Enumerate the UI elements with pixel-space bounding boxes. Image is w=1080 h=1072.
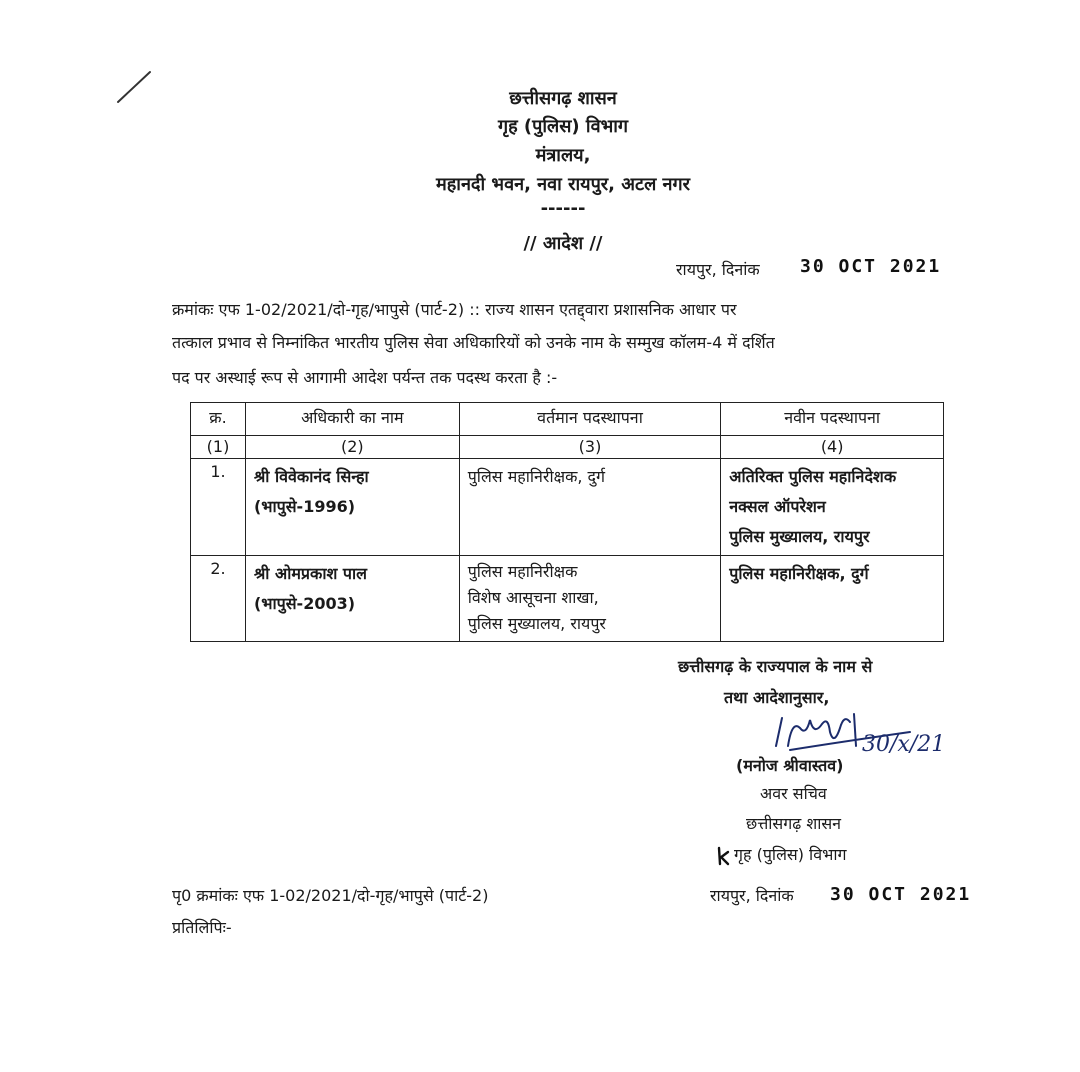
row-sno: 2. — [191, 556, 246, 642]
signature-authority-line1: छत्तीसगढ़ के राज्यपाल के नाम से — [678, 657, 873, 676]
header-sno: क्र. — [191, 403, 246, 436]
row-officer-name — [245, 459, 459, 556]
current-posting-line: पुलिस महानिरीक्षक, दुर्ग — [467, 467, 606, 486]
copy-to-label: प्रतिलिपिः- — [172, 918, 232, 937]
signatory-org2: गृह (पुलिस) विभाग — [734, 845, 847, 864]
date-label: रायपुर, दिनांक — [676, 260, 760, 279]
col-number: (2) — [245, 436, 459, 459]
header-government: छत्तीसगढ़ शासन — [509, 88, 617, 109]
endorsement-date-label: रायपुर, दिनांक — [710, 886, 794, 905]
officer-batch: (भापुसे-1996) — [253, 497, 356, 516]
header-divider: ------ — [540, 198, 586, 219]
signatory-org1: छत्तीसगढ़ शासन — [746, 814, 842, 833]
order-paragraph-line1: क्रमांकः एफ 1-02/2021/दो-गृह/भापुसे (पार्ट-2) :: राज्य शासन एतद्द्वारा प्रशासनिक आधार पर — [172, 300, 737, 319]
endorsement-ref: पृ0 क्रमांकः एफ 1-02/2021/दो-गृह/भापुसे (पार्ट-2) — [172, 886, 489, 905]
order-paragraph-line2: तत्काल प्रभाव से निम्नांकित भारतीय पुलिस सेवा अधिकारियों को उनके नाम के सम्मुख कॉलम-4 में दर्शित — [172, 333, 775, 352]
new-posting-line: पुलिस मुख्यालय, रायपुर — [729, 527, 870, 546]
new-posting-line: पुलिस महानिरीक्षक, दुर्ग — [729, 564, 869, 583]
pen-mark — [112, 68, 156, 108]
posting-table — [190, 402, 944, 642]
table-row — [191, 459, 944, 556]
current-posting-line: पुलिस मुख्यालय, रायपुर — [467, 614, 606, 633]
endorsement-date-stamp: 30 OCT 2021 — [830, 884, 972, 905]
new-posting-line: नक्सल ऑपरेशन — [729, 497, 826, 516]
handwritten-date: 30/x/21 — [862, 732, 946, 757]
header-ministry: मंत्रालय, — [535, 145, 591, 166]
new-posting-line: अतिरिक्त पुलिस महानिदेशक — [729, 467, 897, 486]
header-current-posting: वर्तमान पदस्थापना — [459, 403, 721, 436]
table-row — [191, 556, 944, 642]
date-stamp: 30 OCT 2021 — [800, 256, 942, 277]
row-new-posting — [721, 556, 944, 642]
header-address: महानदी भवन, नवा रायपुर, अटल नगर — [435, 174, 691, 195]
officer-batch: (भापुसे-2003) — [253, 594, 356, 613]
column-number-row — [191, 436, 944, 459]
header-department: गृह (पुलिस) विभाग — [497, 116, 629, 137]
row-sno: 1. — [191, 459, 246, 556]
signatory-name: (मनोज श्रीवास्तव) — [736, 756, 844, 775]
col-number: (1) — [191, 436, 246, 459]
officer-name: श्री विवेकानंद सिन्हा — [253, 467, 369, 486]
row-current-posting — [459, 556, 721, 642]
row-new-posting — [721, 459, 944, 556]
current-posting-line: विशेष आसूचना शाखा, — [467, 588, 599, 607]
officer-name: श्री ओमप्रकाश पाल — [253, 564, 367, 583]
order-paragraph-line3: पद पर अस्थाई रूप से आगामी आदेश पर्यन्त तक पदस्थ करता है :- — [172, 368, 558, 387]
signature-authority-line2: तथा आदेशानुसार, — [724, 688, 830, 707]
current-posting-line: पुलिस महानिरीक्षक — [467, 562, 578, 581]
signatory-designation: अवर सचिव — [760, 784, 827, 803]
row-officer-name — [245, 556, 459, 642]
table-header-row — [191, 403, 944, 436]
header-officer-name: अधिकारी का नाम — [245, 403, 459, 436]
tick-mark — [716, 846, 732, 866]
col-number: (3) — [459, 436, 721, 459]
header-new-posting: नवीन पदस्थापना — [721, 403, 944, 436]
order-title: // आदेश // — [523, 233, 603, 254]
row-current-posting — [459, 459, 721, 556]
col-number: (4) — [721, 436, 944, 459]
